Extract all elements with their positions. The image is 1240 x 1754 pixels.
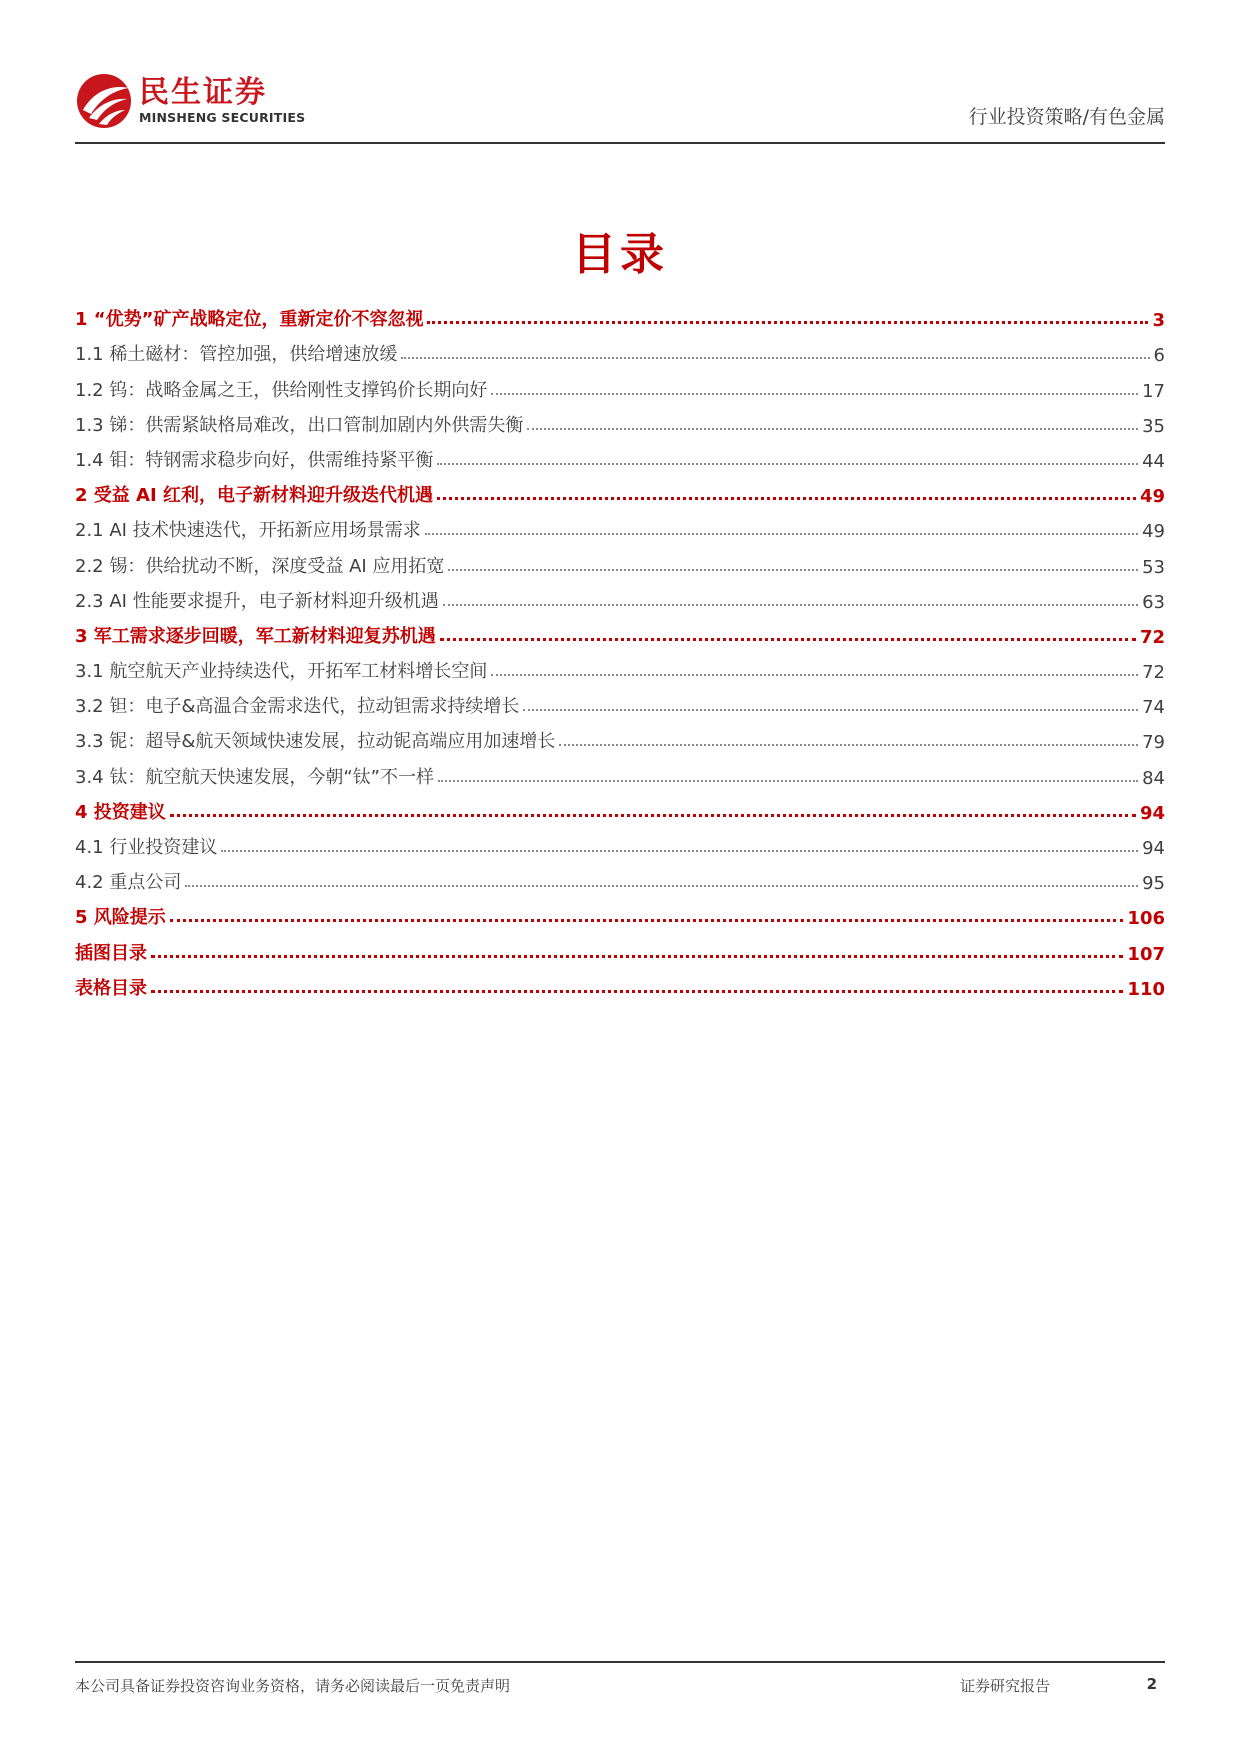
toc-entry-label: 3.3 铌：超导&航天领域快速发展，拉动铌高端应用加速增长 bbox=[75, 731, 556, 753]
toc-section-entry[interactable] bbox=[75, 613, 1165, 648]
toc-dot-leader bbox=[170, 919, 1124, 922]
toc-entry-page: 84 bbox=[1142, 767, 1165, 789]
toc-section-entry[interactable] bbox=[75, 789, 1165, 824]
toc-subsection-entry[interactable] bbox=[75, 718, 1165, 753]
toc-subsection-entry[interactable] bbox=[75, 542, 1165, 577]
toc-entry-label: 1 “优势”矿产战略定位，重新定价不容忽视 bbox=[75, 309, 424, 331]
toc-entry-label: 5 风险提示 bbox=[75, 907, 166, 929]
page-footer bbox=[75, 1661, 1165, 1721]
toc-dot-leader bbox=[185, 885, 1138, 887]
logo-english-name: MINSHENG SECURITIES bbox=[139, 110, 306, 125]
toc-dot-leader bbox=[443, 604, 1138, 606]
toc-entry-page: 79 bbox=[1142, 732, 1165, 754]
footer-disclaimer: 本公司具备证券投资咨询业务资格，请务必阅读最后一页免责声明 bbox=[75, 1677, 511, 1695]
toc-entry-label: 1.2 钨：战略金属之王，供给刚性支撑钨价长期向好 bbox=[75, 379, 488, 401]
toc-entry-label: 3.2 钽：电子&高温合金需求迭代，拉动钽需求持续增长 bbox=[75, 696, 520, 718]
footer-divider bbox=[75, 1661, 1165, 1663]
toc-entry-label: 3 军工需求逐步回暖，军工新材料迎复苏机遇 bbox=[75, 625, 436, 647]
toc-section-entry[interactable] bbox=[75, 894, 1165, 929]
toc-entry-label: 1.3 锑：供需紧缺格局难改，出口管制加剧内外供需失衡 bbox=[75, 414, 524, 436]
page-header bbox=[75, 62, 1165, 144]
toc-entry-label: 3.1 航空航天产业持续迭代，开拓军工材料增长空间 bbox=[75, 661, 488, 683]
toc-entry-page: 53 bbox=[1142, 556, 1165, 578]
toc-entry-label: 2.1 AI 技术快速迭代，开拓新应用场景需求 bbox=[75, 520, 421, 542]
toc-subsection-entry[interactable] bbox=[75, 648, 1165, 683]
toc-entry-label: 表格目录 bbox=[75, 977, 147, 999]
toc-subsection-entry[interactable] bbox=[75, 683, 1165, 718]
toc-dot-leader bbox=[438, 780, 1138, 782]
logo-text bbox=[139, 76, 305, 126]
toc-entry-page: 35 bbox=[1142, 415, 1165, 437]
toc-entry-label: 3.4 钛：航空航天快速发展，今朝“钛”不一样 bbox=[75, 766, 434, 788]
toc-entry-page: 94 bbox=[1142, 838, 1165, 859]
toc-dot-leader bbox=[527, 428, 1138, 430]
toc-entry-label: 2.3 AI 性能要求提升，电子新材料迎升级机遇 bbox=[75, 590, 439, 612]
toc-dot-leader bbox=[440, 638, 1136, 641]
toc-entry-page: 95 bbox=[1142, 873, 1165, 895]
toc-subsection-entry[interactable] bbox=[75, 402, 1165, 437]
toc-entry-page: 3 bbox=[1152, 310, 1165, 332]
toc-entry-page: 107 bbox=[1127, 943, 1165, 965]
toc-subsection-entry[interactable] bbox=[75, 578, 1165, 613]
logo-chinese-name: 民生证券 bbox=[139, 75, 267, 110]
toc-subsection-entry[interactable] bbox=[75, 753, 1165, 788]
toc-entry-label: 2.2 锡：供给扰动不断，深度受益 AI 应用拓宽 bbox=[75, 555, 445, 577]
toc-subsection-entry[interactable] bbox=[75, 507, 1165, 542]
toc-section-entry[interactable] bbox=[75, 965, 1165, 1000]
toc-entry-label: 2 受益 AI 红利，电子新材料迎升级迭代机遇 bbox=[75, 485, 433, 507]
toc-entry-page: 6 bbox=[1153, 345, 1165, 367]
toc-dot-leader bbox=[491, 674, 1138, 676]
toc-entry-page: 72 bbox=[1142, 662, 1165, 684]
table-of-contents bbox=[75, 296, 1165, 1000]
toc-dot-leader bbox=[437, 463, 1138, 465]
toc-subsection-entry[interactable] bbox=[75, 366, 1165, 401]
toc-entry-label: 4.2 重点公司 bbox=[75, 872, 182, 894]
toc-dot-leader bbox=[427, 321, 1148, 324]
toc-entry-page: 44 bbox=[1142, 450, 1165, 472]
toc-entry-label: 4 投资建议 bbox=[75, 801, 166, 823]
toc-dot-leader bbox=[448, 569, 1138, 571]
toc-entry-label: 1.4 钼：特钢需求稳步向好，供需维持紧平衡 bbox=[75, 449, 434, 471]
toc-entry-page: 106 bbox=[1127, 908, 1165, 930]
company-logo bbox=[75, 72, 305, 130]
toc-entry-page: 49 bbox=[1139, 486, 1165, 508]
toc-dot-leader bbox=[151, 955, 1123, 958]
toc-dot-leader bbox=[559, 744, 1138, 746]
toc-entry-page: 110 bbox=[1127, 978, 1165, 1000]
toc-entry-page: 63 bbox=[1142, 591, 1165, 613]
toc-dot-leader bbox=[523, 709, 1138, 711]
toc-entry-page: 72 bbox=[1139, 626, 1165, 648]
toc-dot-leader bbox=[491, 393, 1138, 395]
footer-report-type: 证券研究报告 bbox=[960, 1677, 1051, 1695]
toc-entry-label: 插图目录 bbox=[75, 942, 147, 964]
toc-subsection-entry[interactable] bbox=[75, 859, 1165, 894]
toc-entry-page: 74 bbox=[1142, 697, 1165, 719]
toc-subsection-entry[interactable] bbox=[75, 824, 1165, 859]
minsheng-logo-icon bbox=[75, 72, 133, 130]
header-divider bbox=[75, 142, 1165, 144]
toc-subsection-entry[interactable] bbox=[75, 437, 1165, 472]
toc-entry-label: 4.1 行业投资建议 bbox=[75, 837, 218, 858]
toc-dot-leader bbox=[401, 357, 1149, 359]
toc-entry-page: 17 bbox=[1142, 380, 1165, 402]
toc-dot-leader bbox=[437, 497, 1136, 500]
toc-entry-page: 94 bbox=[1139, 802, 1165, 824]
toc-dot-leader bbox=[221, 850, 1138, 852]
toc-subsection-entry[interactable] bbox=[75, 331, 1165, 366]
toc-entry-label: 1.1 稀土磁材：管控加强，供给增速放缓 bbox=[75, 344, 398, 366]
page-title: 目录 bbox=[572, 229, 668, 280]
toc-section-entry[interactable] bbox=[75, 929, 1165, 964]
toc-section-entry[interactable] bbox=[75, 472, 1165, 507]
toc-dot-leader bbox=[170, 814, 1136, 817]
toc-dot-leader bbox=[425, 533, 1138, 535]
toc-entry-page: 49 bbox=[1142, 521, 1165, 543]
toc-section-entry[interactable] bbox=[75, 296, 1165, 331]
page-number: 2 bbox=[1146, 1675, 1157, 1693]
toc-dot-leader bbox=[151, 990, 1123, 993]
report-category: 行业投资策略/有色金属 bbox=[968, 106, 1165, 128]
